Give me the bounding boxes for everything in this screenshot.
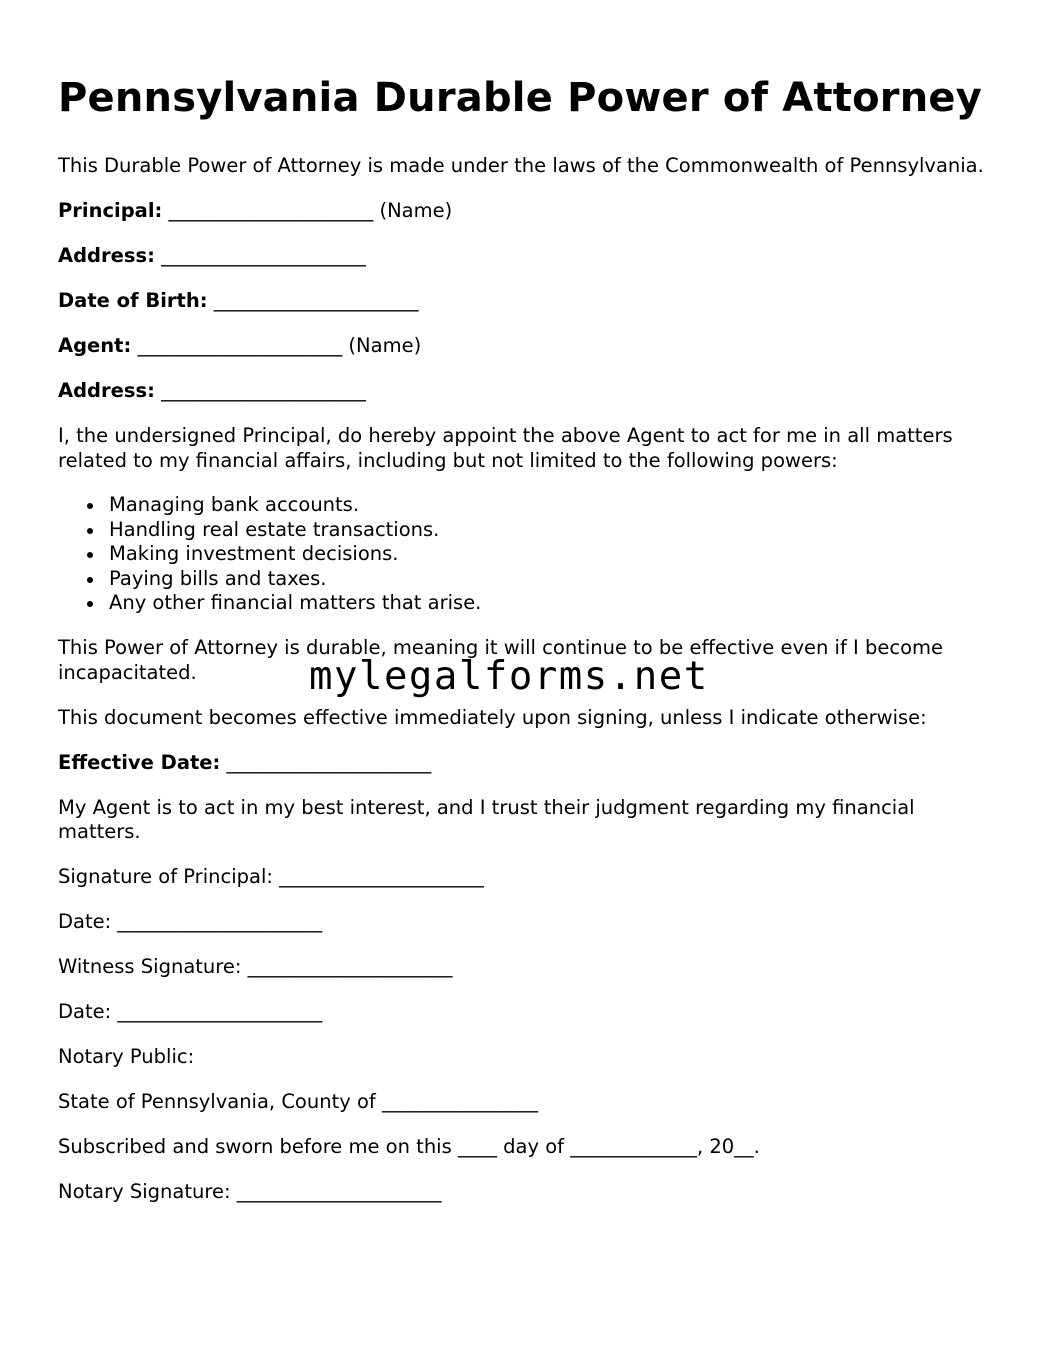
date-of-birth-label: Date of Birth: xyxy=(58,289,208,312)
state-county-line: State of Pennsylvania, County of ________________ xyxy=(58,1090,538,1113)
agent-label: Agent: xyxy=(58,334,132,357)
list-item: Paying bills and taxes. xyxy=(109,567,998,592)
list-item: Making investment decisions. xyxy=(109,542,998,567)
agent-blank: _____________________ xyxy=(137,334,343,357)
list-item: Handling real estate transactions. xyxy=(109,518,998,543)
effective-date-field xyxy=(58,751,998,776)
notary-public-heading: Notary Public: xyxy=(58,1045,195,1068)
appointment-paragraph: I, the undersigned Principal, do hereby appoint the above Agent to act for me in all matters related to my financial affairs, including but not limited to the following powers: xyxy=(58,424,953,472)
watermark: mylegalforms.net xyxy=(309,654,709,699)
durability-paragraph: This Power of Attorney is durable, meaning it will continue to be effective even if I become incapacitated. xyxy=(58,636,943,684)
agent-address-label: Address: xyxy=(58,379,155,402)
effective-date-blank: _____________________ xyxy=(226,750,432,774)
principal-address-field xyxy=(58,244,998,269)
effectiveness-paragraph: This document becomes effective immediately upon signing, unless I indicate otherwise: xyxy=(58,705,927,729)
powers-list xyxy=(58,493,998,616)
witness-signature-line: Witness Signature: _____________________ xyxy=(58,955,453,978)
list-item: Managing bank accounts. xyxy=(109,493,998,518)
principal-signature-line: Signature of Principal: _____________________ xyxy=(58,865,484,888)
agent-suffix: (Name) xyxy=(342,334,422,357)
notary-signature-line: Notary Signature: _____________________ xyxy=(58,1180,442,1203)
trust-paragraph: My Agent is to act in my best interest, and I trust their judgment regarding my financial matters. xyxy=(58,795,915,843)
principal-label: Principal: xyxy=(58,199,163,222)
principal-address-label: Address: xyxy=(58,244,155,267)
agent-field xyxy=(58,334,998,359)
principal-blank: _____________________ xyxy=(168,199,374,222)
agent-address-blank: _____________________ xyxy=(161,379,366,402)
agent-address-field xyxy=(58,379,998,404)
effective-date-label: Effective Date: xyxy=(58,750,221,774)
intro-paragraph: This Durable Power of Attorney is made under the laws of the Commonwealth of Pennsylvania. xyxy=(58,154,984,177)
subscribed-line: Subscribed and sworn before me on this ____ day of _____________, 20__. xyxy=(58,1135,760,1158)
date-of-birth-field xyxy=(58,289,998,314)
principal-date-line: Date: _____________________ xyxy=(58,910,323,933)
document-page xyxy=(58,74,998,1205)
principal-suffix: (Name) xyxy=(373,199,453,222)
document-title: Pennsylvania Durable Power of Attorney xyxy=(58,75,982,121)
date-of-birth-blank: _____________________ xyxy=(213,289,419,312)
list-item: Any other financial matters that arise. xyxy=(109,591,998,616)
witness-date-line: Date: _____________________ xyxy=(58,1000,323,1023)
principal-field xyxy=(58,199,998,224)
principal-address-blank: _____________________ xyxy=(161,244,366,267)
